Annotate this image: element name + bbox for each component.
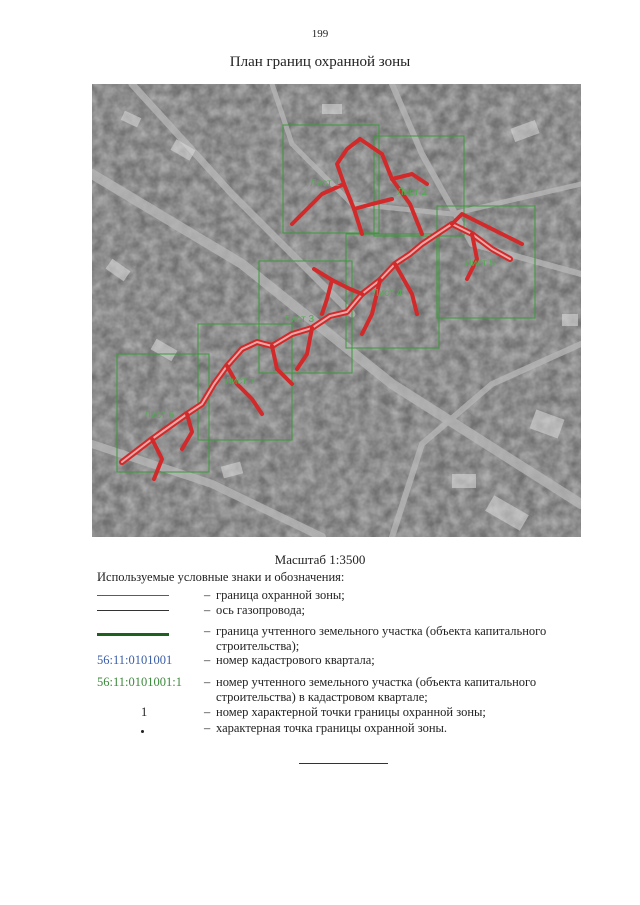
legend-description: номер учтенного земельного участка (объекта капитального строительства) в кадастровом квартале; (216, 675, 537, 704)
legend-description: номер кадастрового квартала; (216, 653, 375, 667)
legend-symbol-quarter-number (97, 653, 175, 668)
legend-dash: – (204, 705, 211, 719)
cadastral-quarter-sample: 56:11:0101001 (97, 653, 173, 667)
legend-description: характерная точка границы охранной зоны. (216, 721, 448, 735)
aerial-map (92, 84, 581, 537)
legend-symbol-dot (97, 721, 175, 736)
point-number-sample: 1 (141, 705, 148, 719)
legend-dash: – (204, 603, 211, 617)
red-line-swatch (97, 595, 169, 596)
sheet-label-4: Лист 4 (372, 288, 403, 299)
map-canvas (92, 84, 581, 537)
legend-symbol-thick-green-line (97, 624, 175, 639)
roof (452, 474, 476, 488)
page-title: План границ охранной зоны (229, 54, 411, 70)
sheet-label-3: Лист 3 (284, 314, 315, 325)
sheet-label-7: Лист 7 (225, 376, 256, 387)
legend-symbol-plot-number (97, 675, 182, 690)
legend-dash: – (204, 588, 211, 602)
thick-green-line-swatch (97, 633, 169, 636)
sheet-label-6: Лист 6 (144, 410, 175, 421)
map-scale: Масштаб 1:3500 (274, 552, 366, 567)
roof (562, 314, 578, 326)
legend-dash: – (204, 675, 211, 689)
legend-description: ось газопровода; (216, 603, 306, 617)
page-number: 199 (311, 28, 329, 40)
legend-symbol-point-number (97, 705, 175, 720)
legend-dash: – (204, 653, 211, 667)
sheet-label-5: Лист 5 (465, 258, 496, 269)
thin-line-swatch (97, 610, 169, 611)
point-dot-swatch (141, 730, 144, 733)
legend-description: граница охранной зоны; (216, 588, 345, 602)
legend-dash: – (204, 624, 211, 638)
roof (322, 104, 342, 114)
footer-divider (299, 763, 388, 764)
legend-heading: Используемые условные знаки и обозначения: (97, 570, 345, 584)
sheet-label-2: Лист 2 (397, 187, 428, 198)
legend-symbol-thin-line (97, 603, 175, 618)
legend-description: граница учтенного земельного участка (объекта капитального строительства); (216, 624, 547, 653)
sheet-label-1: Лист 1 (310, 178, 341, 189)
legend-symbol-red-line (97, 588, 175, 603)
legend-dash: – (204, 721, 211, 735)
legend-description: номер характерной точки границы охранной зоны; (216, 705, 486, 719)
land-plot-number-sample: 56:11:0101001:1 (97, 675, 182, 689)
